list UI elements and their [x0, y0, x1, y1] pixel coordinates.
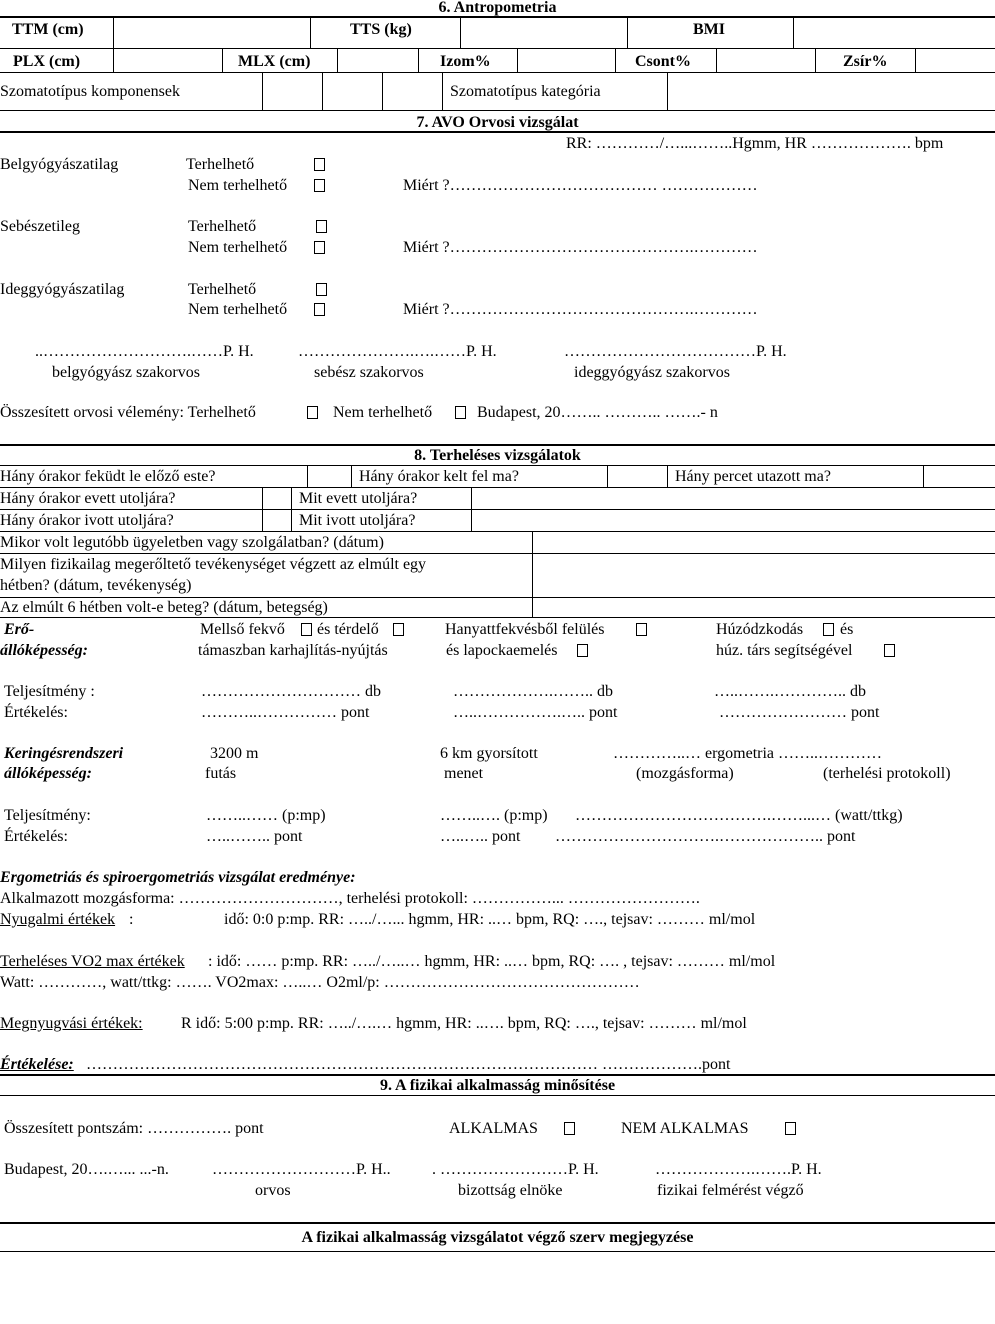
signature-line-ideg: ………………………………P. H.	[564, 343, 787, 360]
lapockaemeles-checkbox[interactable]	[577, 644, 588, 657]
divider	[0, 617, 995, 618]
divider	[351, 465, 352, 487]
divider	[222, 48, 223, 72]
miert-line: Miért ?……………………………………….…………	[403, 239, 758, 256]
exercise-karhajlitas: támaszban karhajlítás-nyújtás	[198, 642, 388, 659]
izom-label: Izom%	[440, 53, 491, 70]
seb-nem-terhelheto-checkbox[interactable]	[314, 241, 325, 254]
nem-terhelheto-label: Nem terhelhető	[188, 177, 288, 194]
db-field: ………………………… db	[201, 683, 381, 700]
futas-distance: 3200 m	[210, 745, 259, 762]
divider	[915, 48, 916, 72]
divider	[815, 48, 816, 72]
divider	[113, 48, 114, 72]
lefekves-question: Hány órakor feküdt le előző este?	[0, 468, 216, 485]
ideggyogyaszat-label: Ideggyógyászatilag	[0, 281, 125, 298]
divider	[923, 465, 924, 487]
felules-checkbox[interactable]	[636, 623, 647, 636]
divider	[0, 16, 995, 18]
terheleses-vo2-label: Terheléses VO2 max értékek	[0, 953, 185, 970]
divider	[291, 487, 292, 531]
divider	[471, 487, 472, 531]
exercise-es: és	[840, 621, 854, 638]
divider	[0, 597, 995, 598]
felmero-label: fizikai felmérést végző	[657, 1182, 804, 1199]
divider	[0, 1251, 995, 1252]
ero-allokepesseg-heading: Erő-	[4, 621, 35, 638]
pont-field: …..…….. pont	[206, 828, 303, 845]
divider	[307, 465, 308, 487]
terhelesi-protokoll-label: (terhelési protokoll)	[823, 765, 951, 782]
exercise-lapockaemeles: és lapockaemelés	[446, 642, 558, 659]
ertekelese-line: …………………………………………………………………………………… ……………….pont	[86, 1056, 731, 1073]
ugyelet-question: Mikor volt legutóbb ügyeletben vagy szolgálatban? (dátum)	[0, 534, 384, 551]
belgy-szakorvos-label: belgyógyász szakorvos	[52, 364, 200, 381]
megnyugvasi-values: R idő: 5:00 p:mp. RR: …../….… hgmm, HR: ..…. bpm, RQ: …., tejsav: ……… ml/mol	[181, 1015, 747, 1032]
megnyugvasi-label: Megnyugvási értékek:	[0, 1015, 143, 1032]
bmi-label: BMI	[693, 21, 725, 38]
divider	[615, 48, 616, 72]
belgy-nem-terhelheto-checkbox[interactable]	[314, 179, 325, 192]
section8-title: 8. Terheléses vizsgálatok	[414, 447, 581, 464]
keringes-heading: Keringésrendszeri	[4, 745, 124, 762]
teljesitmeny-label: Teljesítmény:	[4, 807, 91, 824]
divider	[0, 48, 995, 49]
osszesitett-pontszam-line: Összesített pontszám: ……………. pont	[4, 1120, 264, 1137]
divider	[667, 465, 668, 487]
ideg-terhelheto-checkbox[interactable]	[316, 283, 327, 296]
divider	[0, 487, 995, 488]
mozgasforma-label: (mozgásforma)	[636, 765, 734, 782]
terhelheto-label: Terhelhető	[186, 156, 255, 173]
nyugalmi-values: idő: 0:0 p:mp. RR: …../…... hgmm, HR: ..… bpm, RQ: …., tejsav: ……… ml/mol	[224, 911, 756, 928]
divider	[0, 1095, 995, 1096]
exercise-huz-tars: húz. társ segítségével	[716, 642, 853, 659]
menet-label: menet	[444, 765, 484, 782]
terhelheto-label: Terhelhető	[188, 218, 257, 235]
exercise-mellso-fekvo: Mellső fekvő	[200, 621, 285, 638]
divider	[337, 48, 338, 72]
seb-terhelheto-checkbox[interactable]	[316, 220, 327, 233]
section9-title: 9. A fizikai alkalmasság minősítése	[379, 1077, 616, 1094]
alkalmas-label: ALKALMAS	[449, 1120, 538, 1137]
futas-label: futás	[205, 765, 237, 782]
divider	[0, 509, 995, 510]
divider	[310, 16, 311, 48]
osszesitett-velemeny-label: Összesített orvosi vélemény: Terhelhető	[0, 404, 256, 421]
miert-line: Miért ?………………………………… ………………	[403, 177, 758, 194]
huz-tars-checkbox[interactable]	[884, 644, 895, 657]
pont-field: …………………… pont	[719, 704, 880, 721]
terdelo-checkbox[interactable]	[393, 623, 404, 636]
signature-line-elnok: . ……………………P. H.	[432, 1161, 599, 1178]
budapest-date-line: Budapest, 20…….. ……….. …….- n	[477, 404, 718, 421]
ivott-ido-question: Hány órakor ivott utoljára?	[0, 512, 174, 529]
csont-label: Csont%	[635, 53, 692, 70]
divider	[517, 48, 518, 72]
divider	[113, 16, 114, 48]
divider	[0, 110, 995, 111]
pont-field: ………………………….……………….. pont	[555, 828, 856, 845]
divider	[0, 465, 995, 466]
pont-field: ………..…………… pont	[201, 704, 370, 721]
divider	[627, 16, 628, 48]
db-field: ……………….…….. db	[453, 683, 613, 700]
belgyogyaszat-label: Belgyógyászatilag	[0, 156, 119, 173]
orvos-label: orvos	[255, 1182, 291, 1199]
divider	[418, 48, 419, 72]
pont-field: …..…………….….. pont	[453, 704, 618, 721]
pont-field: …..….. pont	[440, 828, 521, 845]
divider	[0, 531, 995, 532]
divider	[442, 72, 443, 110]
nem-alkalmas-checkbox[interactable]	[785, 1122, 796, 1135]
ideg-szakorvos-label: ideggyógyász szakorvos	[574, 364, 730, 381]
mlx-label: MLX (cm)	[238, 53, 311, 70]
fizikai-tevekenyseg-question-cont: hétben? (dátum, tevékenység)	[0, 577, 192, 594]
ero-allokepesseg-heading-cont: állóképesség:	[0, 642, 88, 659]
miert-line: Miért ?……………………………………….…………	[403, 301, 758, 318]
exercise-terdelo: és térdelő	[317, 621, 379, 638]
beteg-question: Az elmúlt 6 hétben volt-e beteg? (dátum, betegség)	[0, 599, 328, 616]
divider	[262, 487, 263, 531]
divider	[0, 444, 995, 446]
section6-title: 6. Antropometria	[438, 0, 557, 16]
ideg-nem-terhelheto-checkbox[interactable]	[314, 303, 325, 316]
terheleses-vo2-values: : idő: …… p:mp. RR: …../…..… hgmm, HR: ..… bpm, RQ: …. , tejsav: ……… ml/mol	[208, 953, 776, 970]
pmp-field: ……..…. (p:mp)	[440, 807, 548, 824]
exercise-huzodzkodas: Húzódzkodás	[716, 621, 804, 638]
ossz-terhelheto-checkbox[interactable]	[307, 406, 318, 419]
divider	[460, 16, 461, 48]
szomatotipus-komponensek-label: Szomatotípus komponensek	[0, 83, 180, 100]
mozgasforma-line: Alkalmazott mozgásforma: …………………………, terhelési protokoll: ……………... …………………….	[0, 890, 700, 907]
exercise-feluls: Hanyattfekvésből felülés	[445, 621, 605, 638]
budapest-date-line: Budapest, 20….…... ...-n.	[4, 1161, 169, 1178]
signature-line-belgy: ..……………………….……P. H.	[35, 343, 254, 360]
bizottsag-elnoke-label: bizottság elnöke	[458, 1182, 563, 1199]
ertekelese-label: Értékelése:	[0, 1056, 74, 1073]
divider	[382, 72, 383, 110]
belgy-terhelheto-checkbox[interactable]	[314, 158, 325, 171]
pmp-field: ……..…… (p:mp)	[206, 807, 326, 824]
fizikai-tevekenyseg-question: Milyen fizikailag megerőltető tevékenységet végzett az elmúlt egy	[0, 556, 427, 573]
plx-label: PLX (cm)	[13, 53, 81, 70]
zsir-label: Zsír%	[843, 53, 888, 70]
divider	[322, 72, 323, 110]
divider	[0, 553, 995, 554]
signature-line-felmero: ……………….…….P. H.	[655, 1161, 822, 1178]
nyugalmi-label: Nyugalmi értékek	[0, 911, 116, 928]
sebesz-szakorvos-label: sebész szakorvos	[314, 364, 424, 381]
tts-label: TTS (kg)	[350, 21, 412, 38]
mellso-fekvo-checkbox[interactable]	[301, 623, 312, 636]
mit-ivott-question: Mit ivott utoljára?	[299, 512, 416, 529]
ossz-nem-terhelheto-checkbox[interactable]	[455, 406, 466, 419]
alkalmas-checkbox[interactable]	[564, 1122, 575, 1135]
divider	[0, 72, 995, 73]
nem-terhelheto-label: Nem terhelhető	[188, 239, 288, 256]
divider	[0, 1222, 995, 1224]
divider	[0, 1074, 995, 1076]
divider	[532, 531, 533, 617]
db-field: …..…….………….. db	[714, 683, 866, 700]
teljesitmeny-label: Teljesítmény :	[4, 683, 95, 700]
divider	[607, 465, 608, 487]
ertekeles-label: Értékelés:	[4, 828, 68, 845]
rr-hr-line: RR: …………/…...……..Hgmm, HR ………………. bpm	[566, 135, 944, 152]
nem-alkalmas-label: NEM ALKALMAS	[621, 1120, 749, 1137]
footer-title: A fizikai alkalmasság vizsgálatot végző szerv megjegyzése	[301, 1229, 694, 1246]
divider	[0, 131, 995, 133]
divider	[667, 72, 668, 110]
divider	[793, 16, 794, 48]
terhelheto-label: Terhelhető	[188, 281, 257, 298]
ertekeles-label: Értékelés:	[4, 704, 68, 721]
watt-field: ……………………………….……...… (watt/ttkg)	[575, 807, 903, 824]
section7-title: 7. AVO Orvosi vizsgálat	[416, 114, 579, 131]
watt-vo2-line: Watt: …………, watt/ttkg: ……. VO2max: …..… O2ml/p: …………………………………………	[0, 974, 640, 991]
nem-terhelheto-label: Nem terhelhető	[188, 301, 288, 318]
divider	[262, 72, 263, 110]
felkeles-question: Hány órakor kelt fel ma?	[359, 468, 519, 485]
huzodzkodas-checkbox[interactable]	[823, 623, 834, 636]
ossz-nem-terhelheto-label: Nem terhelhető	[333, 404, 433, 421]
utazas-question: Hány percet utazott ma?	[675, 468, 831, 485]
signature-line-seb: ………………….….……P. H.	[298, 343, 497, 360]
mit-evett-question: Mit evett utoljára?	[299, 490, 418, 507]
signature-line-orvos: ………………………P. H..	[212, 1161, 391, 1178]
evett-ido-question: Hány órakor evett utoljára?	[0, 490, 176, 507]
sebeszet-label: Sebészetileg	[0, 218, 80, 235]
szomatotipus-kategoria-label: Szomatotípus kategória	[450, 83, 601, 100]
ergometria-heading: Ergometriás és spiroergometriás vizsgálat eredménye:	[0, 869, 356, 886]
divider	[716, 48, 717, 72]
keringes-heading-cont: állóképesség:	[4, 765, 92, 782]
ergometria-line: …………..… ergometria ……..…………	[613, 745, 883, 762]
ttm-label: TTM (cm)	[12, 21, 84, 38]
menet-distance: 6 km gyorsított	[440, 745, 538, 762]
